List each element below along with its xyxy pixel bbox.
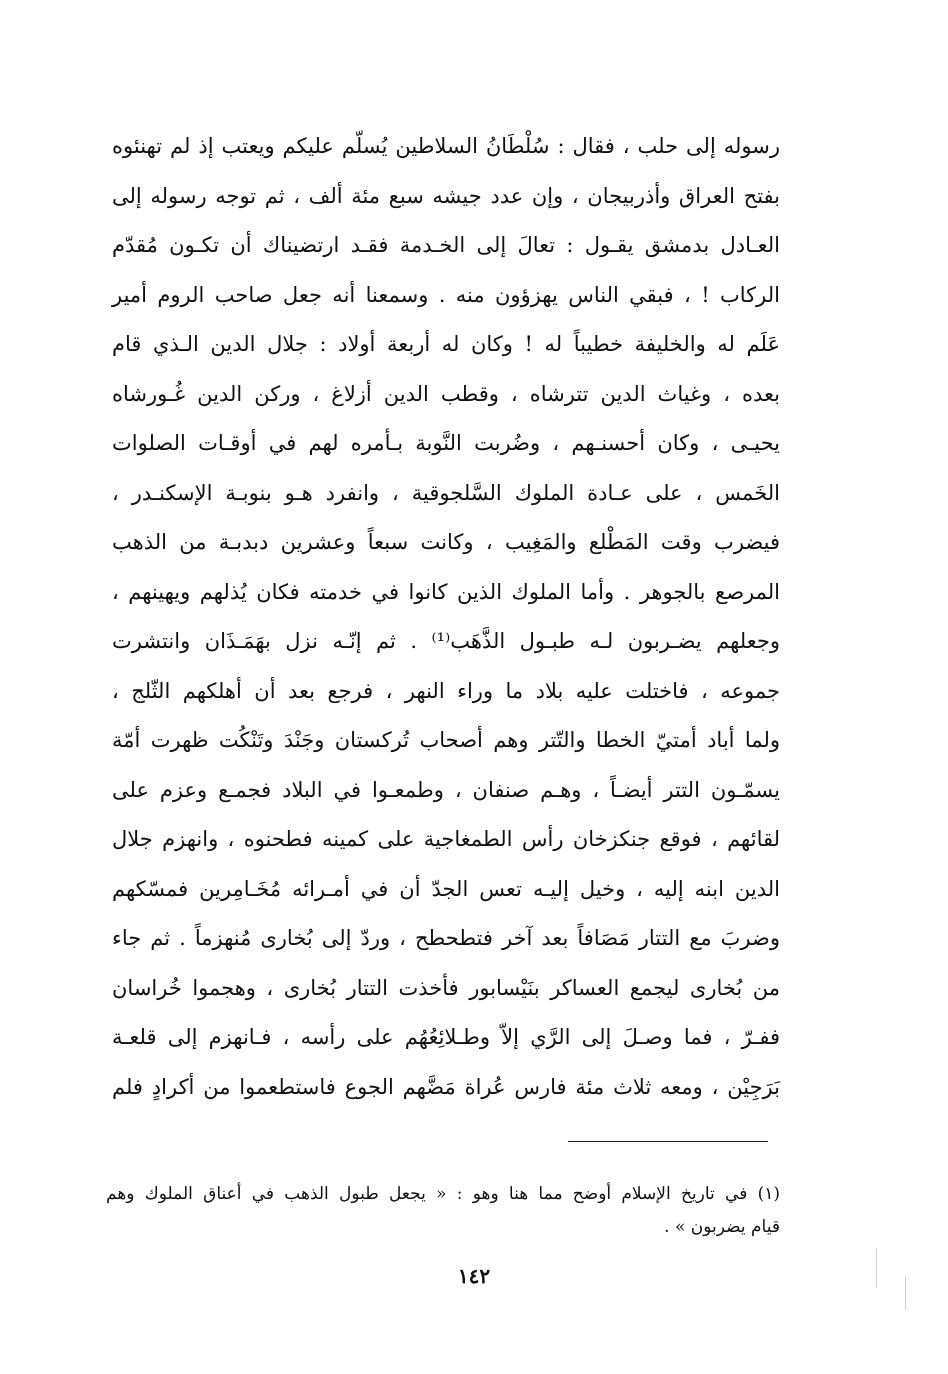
page-number: ١٤٢ [457, 1264, 491, 1288]
text-line: لقائهم ، فوقع جنكزخان رأس الطمغاجية على كمينه فطحنوه ، وانهزم جلال [112, 827, 780, 851]
text-line: يسمّـون التتر أيضـاً ، وهـم صنفان ، وطمعـوا في البلاد فجمـع وعزم على [112, 777, 780, 802]
text-line: فيضرب وقت المَطْلع والمَغِيب ، وكانت سبعاً وعشرين دبدبـة من الذهب [112, 530, 780, 554]
text-line: الدين ابنه إليه ، وخيل إليـه تعس الجدّ أن في أمـرائه مُخَـامِرين فمسّكهم [112, 876, 780, 901]
text-line: جموعه ، فاختلت عليه بلاد ما وراء النهر ، فرجع بعد أن أهلكهم الثّلج ، [112, 678, 780, 703]
footnote [106, 1178, 780, 1244]
text-line: العـادل بدمشق يقـول : تعالَ إلى الخـدمة فقـد ارتضيناك أن تكـون مُقدّم [112, 233, 780, 257]
footnote-line: (١) في تاريخ الإسلام أوضح مما هنا وهو : « يجعل طبول الذهب في أعناق الملوك وهم [106, 1184, 780, 1204]
text-line: بفتح العراق وأذربيجان ، وإن عدد جيشه سبع مئة ألف ، ثم توجه رسوله إلى [112, 183, 780, 208]
main-text-block [112, 122, 780, 1112]
text-line: رسوله إلى حلب ، فقال : سُلْطَانُ السلاطين يُسلّم عليكم ويعتب إذ لم تهنئوه [112, 134, 780, 158]
text-line: عَلَم له والخليفة خطيباً له ! وكان له أربعة أولاد : جلال الدين الـذي قام [112, 332, 780, 356]
text-line: وضربَ مع التتار مَصَافاً بعد آخر فتطحطح ، وردّ إلى بُخارى مُنهزماً . ثم جاء [112, 926, 780, 950]
footnote-divider [568, 1141, 768, 1142]
text-line: الركاب ! ، فبقي الناس يهزؤون منه . وسمعنا أنه جعل صاحب الروم أمير [112, 282, 780, 307]
text-line: الخَمس ، على عـادة الملوك السَّلجوقية ، وانفرد هـو بنوبـة الإسكنـدر ، [112, 480, 780, 505]
text-line: يحيـى ، وكان أحسنـهم ، وضُربت النَّوبة بـأمره لهم في أوقـات الصلوات [112, 431, 780, 455]
scan-artifact [905, 1276, 906, 1310]
text-line: ولما أباد أمتيّ الخطا والتّتر وهم أصحاب تُركستان وجَنْدَ وتَنْكُت ظهرت أمّة [112, 728, 780, 752]
text-line: بعده ، وغياث الدين تترشاه ، وقطب الدين أزلاغ ، وركن الدين غُـورشاه [112, 381, 780, 406]
scan-artifact [876, 1248, 877, 1288]
text-line: من بُخارى ليجمع العساكر بنَيْسابور فأخذت التتار بُخارى ، وهجموا خُراسان [112, 975, 780, 1000]
text-line: المرصع بالجوهر . وأما الملوك الذين كانوا في خدمته فكان يُذلهم ويهينهم ، [112, 579, 780, 604]
text-line: وجعلهم يضـربون لـه طبـول الذَّهَب⁽¹⁾ . ثم إنّـه نزل بهَمَـذَان وانتشرت [112, 629, 780, 653]
text-line: بَرَجِيْن ، ومعه ثلاث مئة فارس عُراة مَضَّهم الجوع فاستطعموا من أكرادٍ فلم [112, 1074, 780, 1099]
text-line: ففـرّ ، فما وصـلَ إلى الرَّي إلاّ وطـلائِعُهُم على رأسه ، فـانهزم إلى قلعـة [112, 1025, 780, 1049]
footnote-line: قيام يضربون » . [664, 1217, 780, 1237]
